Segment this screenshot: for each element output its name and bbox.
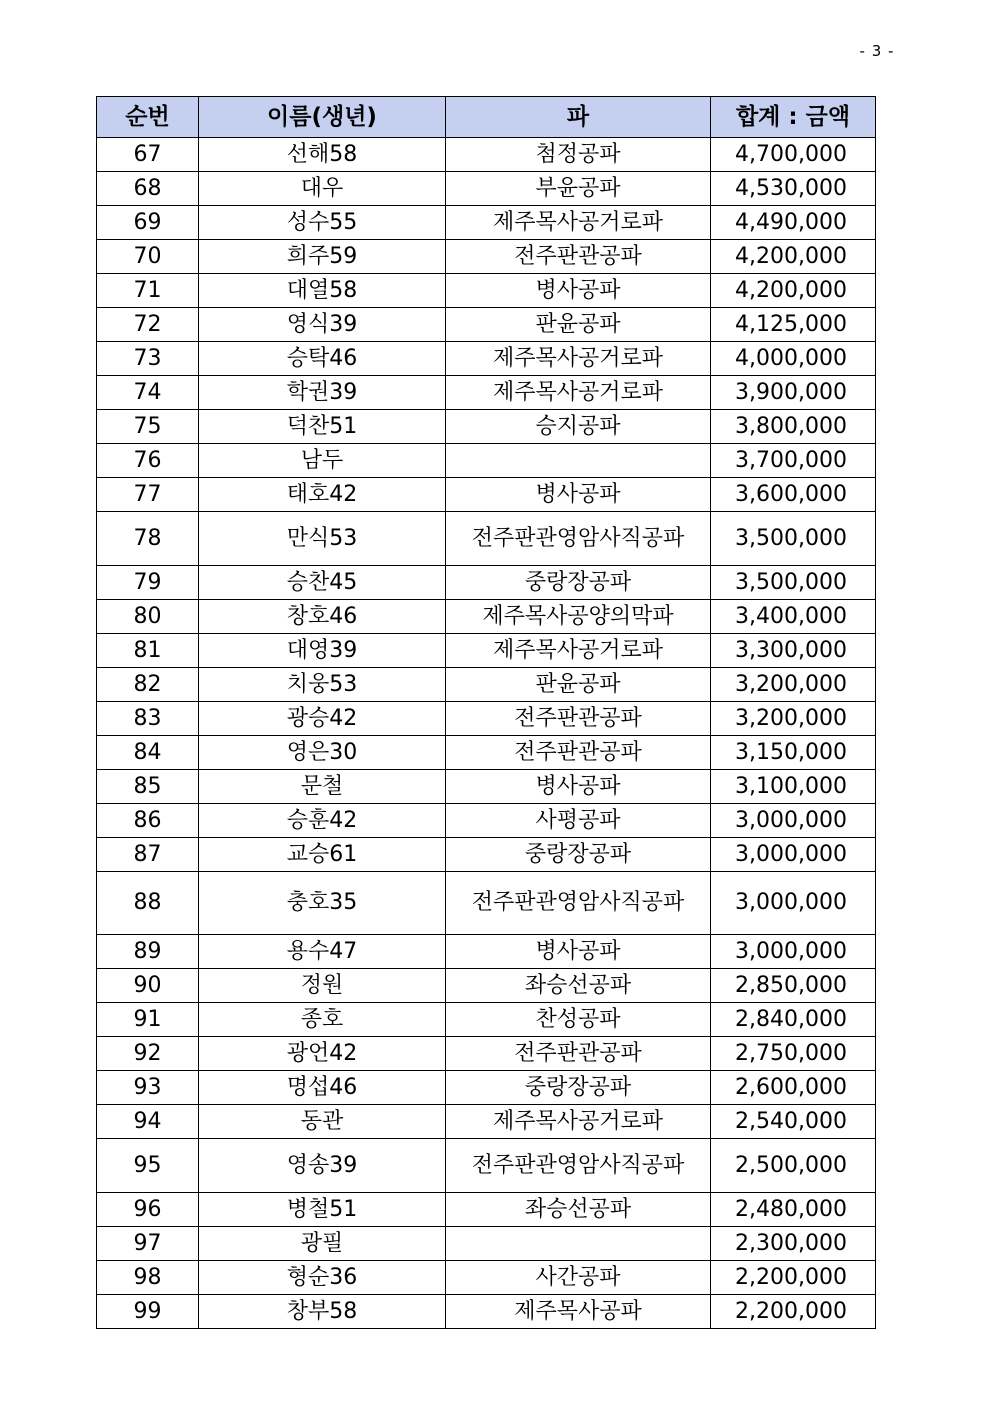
cell-number: 90	[97, 969, 199, 1003]
cell-amount: 3,900,000	[711, 376, 876, 410]
cell-amount: 4,490,000	[711, 206, 876, 240]
cell-number: 87	[97, 838, 199, 872]
cell-name: 교승61	[199, 838, 446, 872]
cell-amount: 2,500,000	[711, 1139, 876, 1193]
cell-name: 대열58	[199, 274, 446, 308]
cell-number: 94	[97, 1105, 199, 1139]
cell-branch: 전주판관영암사직공파	[446, 872, 711, 935]
cell-amount: 3,200,000	[711, 668, 876, 702]
cell-number: 70	[97, 240, 199, 274]
cell-amount: 3,000,000	[711, 838, 876, 872]
cell-branch: 좌승선공파	[446, 969, 711, 1003]
cell-name: 승훈42	[199, 804, 446, 838]
cell-amount: 2,850,000	[711, 969, 876, 1003]
cell-name: 동관	[199, 1105, 446, 1139]
cell-branch: 전주판관공파	[446, 240, 711, 274]
table-row	[97, 478, 876, 512]
cell-branch: 찬성공파	[446, 1003, 711, 1037]
cell-name: 대우	[199, 172, 446, 206]
cell-name: 승찬45	[199, 566, 446, 600]
cell-number: 79	[97, 566, 199, 600]
cell-number: 77	[97, 478, 199, 512]
table-row	[97, 444, 876, 478]
table-body	[97, 138, 876, 1329]
cell-number: 88	[97, 872, 199, 935]
cell-number: 76	[97, 444, 199, 478]
cell-name: 창호46	[199, 600, 446, 634]
cell-branch: 승지공파	[446, 410, 711, 444]
cell-number: 71	[97, 274, 199, 308]
cell-number: 98	[97, 1261, 199, 1295]
table-row	[97, 342, 876, 376]
cell-branch: 전주판관공파	[446, 1037, 711, 1071]
cell-name: 문철	[199, 770, 446, 804]
cell-number: 82	[97, 668, 199, 702]
cell-name: 광승42	[199, 702, 446, 736]
cell-branch: 병사공파	[446, 770, 711, 804]
cell-amount: 4,000,000	[711, 342, 876, 376]
table-row	[97, 376, 876, 410]
cell-amount: 3,100,000	[711, 770, 876, 804]
cell-name: 영식39	[199, 308, 446, 342]
cell-amount: 3,000,000	[711, 804, 876, 838]
cell-number: 84	[97, 736, 199, 770]
cell-number: 75	[97, 410, 199, 444]
table-row	[97, 308, 876, 342]
cell-number: 78	[97, 512, 199, 566]
table-row	[97, 935, 876, 969]
cell-amount: 3,000,000	[711, 872, 876, 935]
cell-name: 성수55	[199, 206, 446, 240]
cell-amount: 2,300,000	[711, 1227, 876, 1261]
cell-branch: 전주판관공파	[446, 736, 711, 770]
cell-name: 병철51	[199, 1193, 446, 1227]
cell-amount: 3,500,000	[711, 512, 876, 566]
cell-number: 69	[97, 206, 199, 240]
cell-number: 97	[97, 1227, 199, 1261]
cell-name: 치웅53	[199, 668, 446, 702]
cell-number: 93	[97, 1071, 199, 1105]
table-row	[97, 1105, 876, 1139]
cell-branch	[446, 444, 711, 478]
cell-amount: 3,400,000	[711, 600, 876, 634]
cell-name: 창부58	[199, 1295, 446, 1329]
header-number: 순번	[97, 97, 199, 138]
cell-number: 85	[97, 770, 199, 804]
table-row	[97, 668, 876, 702]
cell-amount: 2,600,000	[711, 1071, 876, 1105]
cell-name: 광필	[199, 1227, 446, 1261]
donation-table	[96, 96, 876, 1329]
cell-amount: 4,700,000	[711, 138, 876, 172]
cell-name: 승탁46	[199, 342, 446, 376]
table-row	[97, 804, 876, 838]
cell-name: 희주59	[199, 240, 446, 274]
cell-amount: 2,200,000	[711, 1261, 876, 1295]
cell-branch: 제주목사공거로파	[446, 1105, 711, 1139]
table-row	[97, 172, 876, 206]
cell-amount: 3,150,000	[711, 736, 876, 770]
cell-name: 태호42	[199, 478, 446, 512]
table-row	[97, 274, 876, 308]
cell-branch: 제주목사공거로파	[446, 342, 711, 376]
table-header-row	[97, 97, 876, 138]
table-row	[97, 410, 876, 444]
cell-amount: 3,000,000	[711, 935, 876, 969]
table-row	[97, 1139, 876, 1193]
table-row	[97, 872, 876, 935]
cell-name: 형순36	[199, 1261, 446, 1295]
cell-amount: 3,800,000	[711, 410, 876, 444]
cell-amount: 3,600,000	[711, 478, 876, 512]
cell-number: 74	[97, 376, 199, 410]
cell-branch: 병사공파	[446, 478, 711, 512]
cell-number: 91	[97, 1003, 199, 1037]
cell-branch: 중랑장공파	[446, 838, 711, 872]
table-row	[97, 634, 876, 668]
table-row	[97, 1261, 876, 1295]
cell-amount: 2,750,000	[711, 1037, 876, 1071]
cell-branch: 첨정공파	[446, 138, 711, 172]
cell-number: 72	[97, 308, 199, 342]
cell-name: 명섭46	[199, 1071, 446, 1105]
cell-branch: 제주목사공파	[446, 1295, 711, 1329]
cell-number: 81	[97, 634, 199, 668]
table-row	[97, 1071, 876, 1105]
cell-number: 99	[97, 1295, 199, 1329]
table-row	[97, 702, 876, 736]
table-row	[97, 600, 876, 634]
cell-number: 92	[97, 1037, 199, 1071]
cell-name: 용수47	[199, 935, 446, 969]
header-name: 이름(생년)	[199, 97, 446, 138]
cell-branch: 전주판관영암사직공파	[446, 1139, 711, 1193]
table-row	[97, 1295, 876, 1329]
cell-name: 선해58	[199, 138, 446, 172]
cell-branch: 제주목사공거로파	[446, 376, 711, 410]
cell-branch: 사간공파	[446, 1261, 711, 1295]
table-row	[97, 770, 876, 804]
cell-amount: 3,700,000	[711, 444, 876, 478]
page-number: - 3 -	[859, 42, 895, 60]
table-row	[97, 1037, 876, 1071]
cell-amount: 2,200,000	[711, 1295, 876, 1329]
table-row	[97, 138, 876, 172]
table-row	[97, 736, 876, 770]
table-row	[97, 566, 876, 600]
cell-amount: 4,200,000	[711, 274, 876, 308]
cell-branch	[446, 1227, 711, 1261]
cell-branch: 제주목사공거로파	[446, 206, 711, 240]
cell-name: 영송39	[199, 1139, 446, 1193]
cell-branch: 전주판관영암사직공파	[446, 512, 711, 566]
cell-branch: 제주목사공양의막파	[446, 600, 711, 634]
table-row	[97, 240, 876, 274]
cell-name: 학권39	[199, 376, 446, 410]
header-amount: 합계 : 금액	[711, 97, 876, 138]
cell-amount: 4,200,000	[711, 240, 876, 274]
cell-number: 95	[97, 1139, 199, 1193]
cell-name: 종호	[199, 1003, 446, 1037]
cell-amount: 3,200,000	[711, 702, 876, 736]
cell-name: 광언42	[199, 1037, 446, 1071]
table-row	[97, 206, 876, 240]
cell-number: 96	[97, 1193, 199, 1227]
cell-name: 정원	[199, 969, 446, 1003]
cell-branch: 전주판관공파	[446, 702, 711, 736]
cell-branch: 판윤공파	[446, 308, 711, 342]
cell-name: 대영39	[199, 634, 446, 668]
cell-name: 만식53	[199, 512, 446, 566]
cell-name: 영은30	[199, 736, 446, 770]
cell-amount: 4,530,000	[711, 172, 876, 206]
cell-amount: 3,500,000	[711, 566, 876, 600]
cell-number: 86	[97, 804, 199, 838]
cell-branch: 병사공파	[446, 935, 711, 969]
cell-amount: 4,125,000	[711, 308, 876, 342]
cell-name: 충호35	[199, 872, 446, 935]
header-branch: 파	[446, 97, 711, 138]
cell-amount: 2,840,000	[711, 1003, 876, 1037]
cell-branch: 판윤공파	[446, 668, 711, 702]
table-row	[97, 512, 876, 566]
cell-branch: 병사공파	[446, 274, 711, 308]
cell-branch: 사평공파	[446, 804, 711, 838]
table-row	[97, 969, 876, 1003]
cell-name: 덕찬51	[199, 410, 446, 444]
cell-number: 73	[97, 342, 199, 376]
cell-number: 89	[97, 935, 199, 969]
cell-amount: 3,300,000	[711, 634, 876, 668]
cell-branch: 부윤공파	[446, 172, 711, 206]
table-row	[97, 1227, 876, 1261]
cell-number: 80	[97, 600, 199, 634]
cell-number: 67	[97, 138, 199, 172]
cell-number: 83	[97, 702, 199, 736]
cell-number: 68	[97, 172, 199, 206]
cell-name: 남두	[199, 444, 446, 478]
table-row	[97, 838, 876, 872]
cell-branch: 제주목사공거로파	[446, 634, 711, 668]
cell-branch: 좌승선공파	[446, 1193, 711, 1227]
cell-amount: 2,480,000	[711, 1193, 876, 1227]
cell-branch: 중랑장공파	[446, 566, 711, 600]
table-row	[97, 1003, 876, 1037]
cell-amount: 2,540,000	[711, 1105, 876, 1139]
cell-branch: 중랑장공파	[446, 1071, 711, 1105]
table-row	[97, 1193, 876, 1227]
